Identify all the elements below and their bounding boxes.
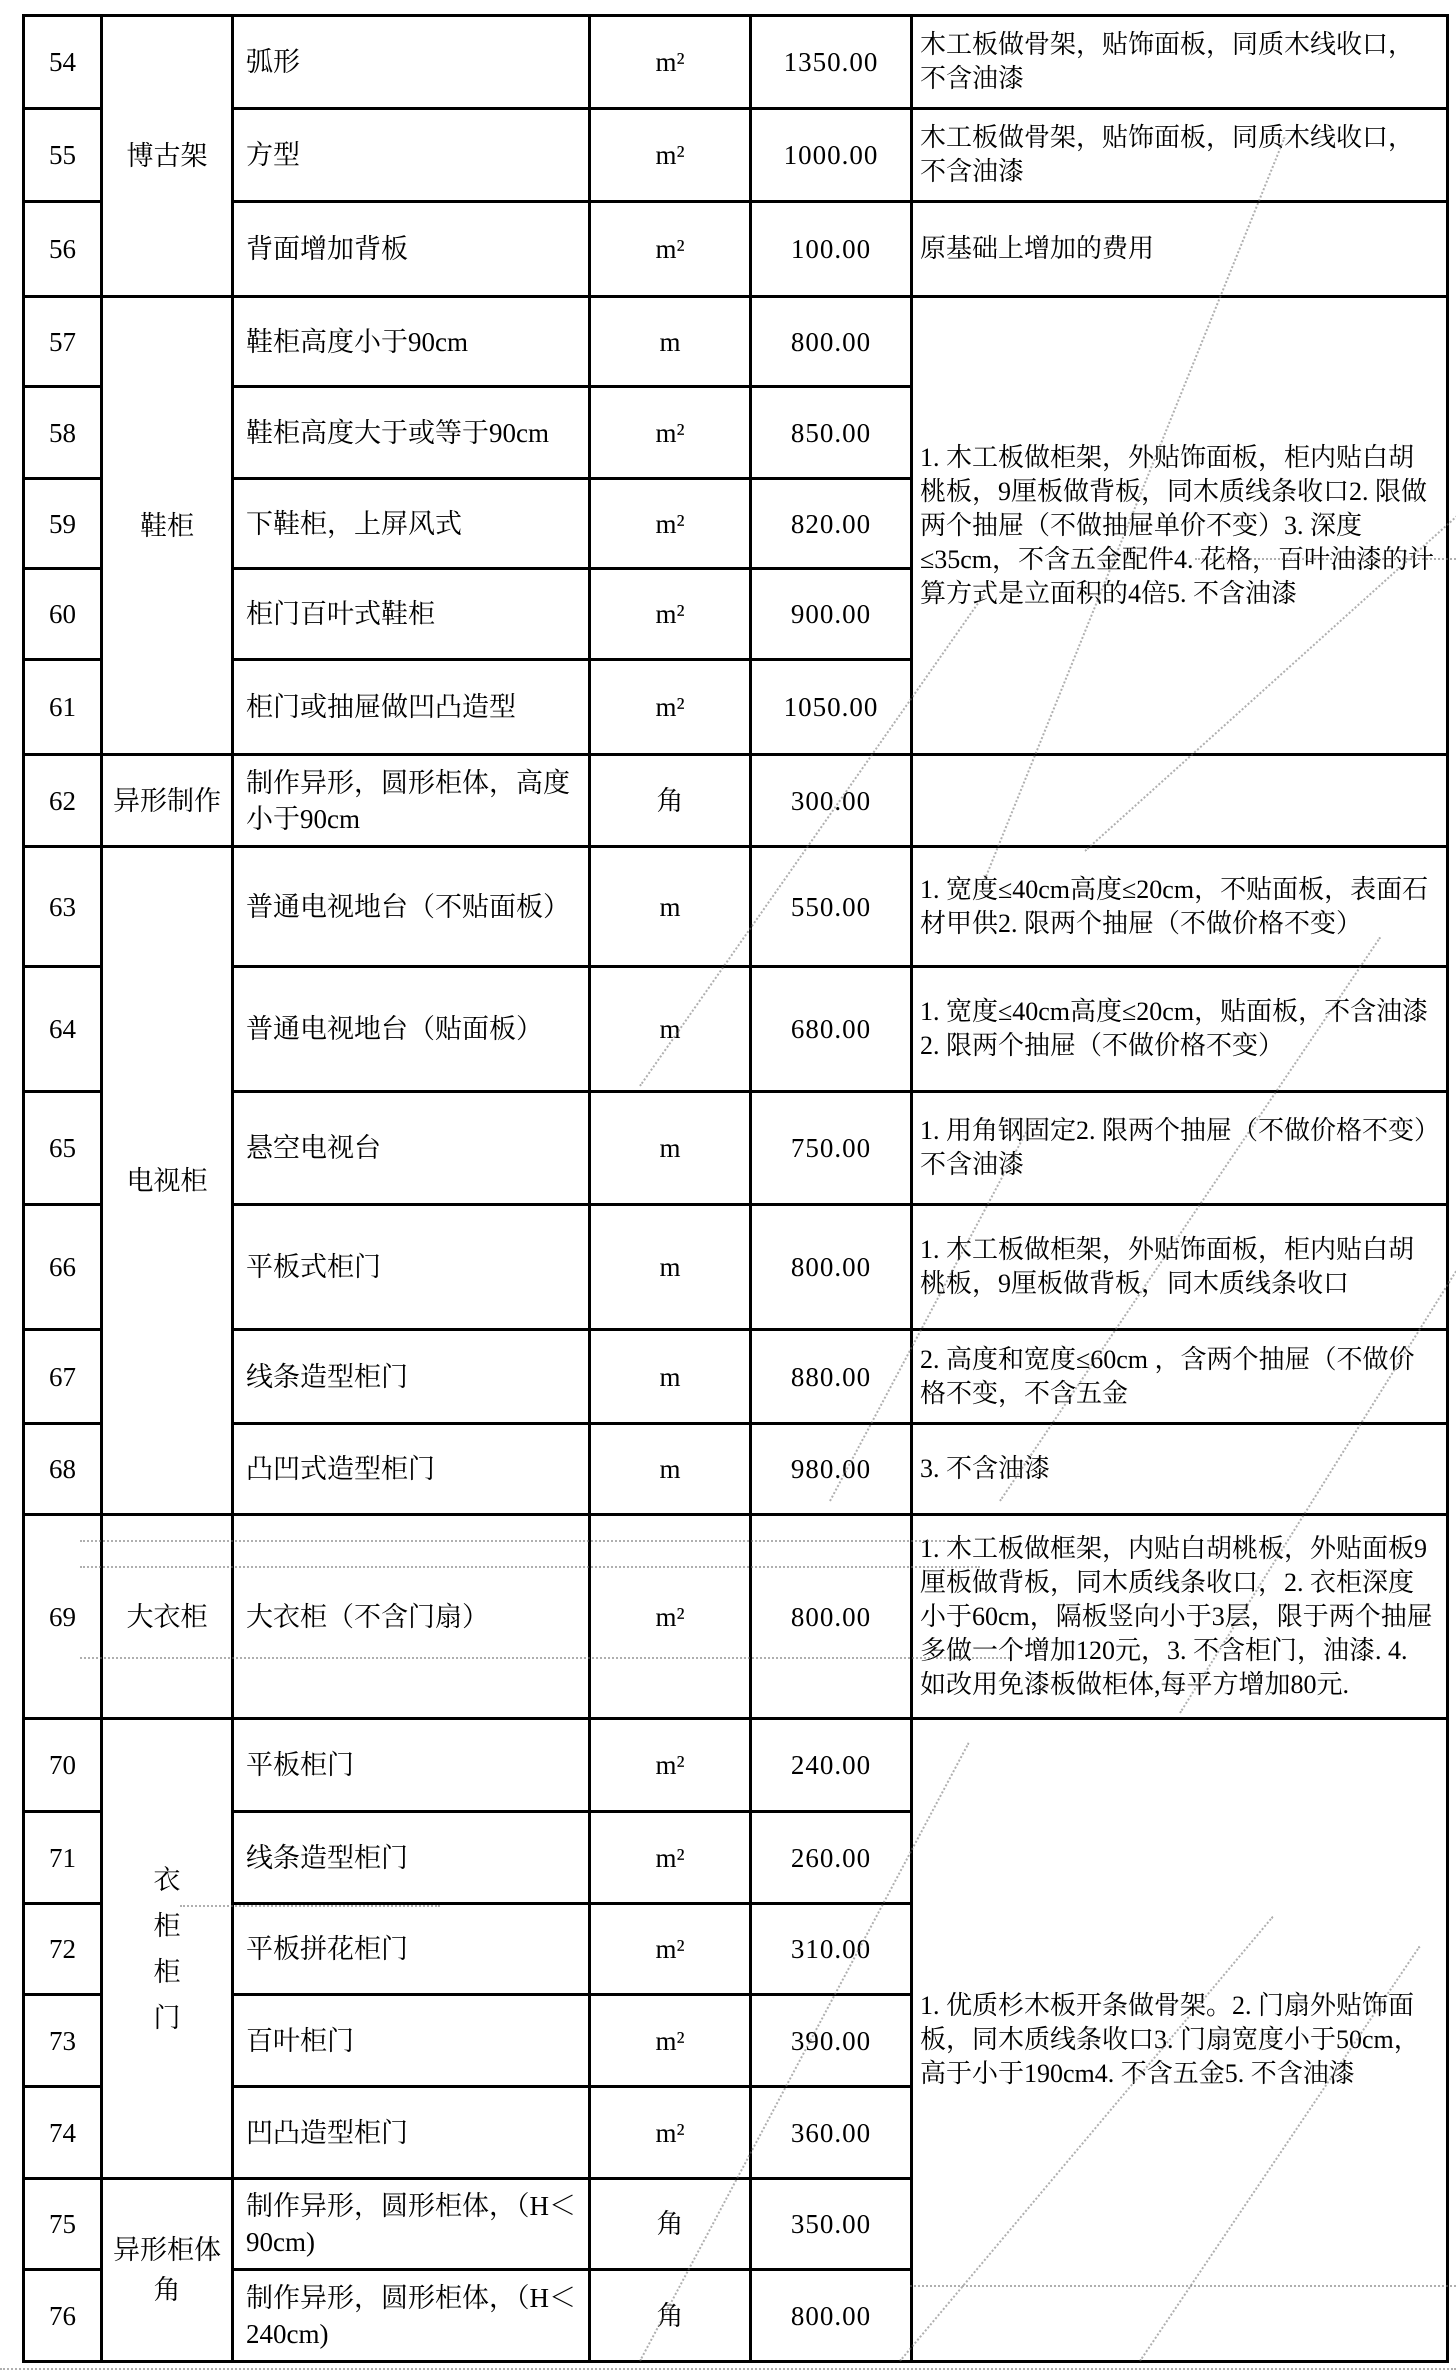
row-number-cell: 74	[24, 2087, 102, 2179]
category-cell: 大衣柜	[102, 1515, 233, 1719]
row-number-cell: 62	[24, 755, 102, 847]
unit-cell: m²	[590, 1515, 751, 1719]
table-row	[24, 1424, 1448, 1515]
row-number-cell: 66	[24, 1205, 102, 1330]
note-cell: 木工板做骨架，贴饰面板，同质木线收口，不含油漆	[912, 16, 1448, 109]
item-cell: 百叶柜门	[233, 1995, 590, 2087]
note-cell	[912, 755, 1448, 847]
price-cell: 310.00	[751, 1904, 912, 1995]
row-number-cell: 57	[24, 297, 102, 387]
row-number-cell: 54	[24, 16, 102, 109]
item-cell: 平板拼花柜门	[233, 1904, 590, 1995]
unit-cell: m	[590, 1424, 751, 1515]
table-row	[24, 847, 1448, 967]
unit-cell: m	[590, 1330, 751, 1424]
unit-cell: m²	[590, 1719, 751, 1812]
item-cell: 背面增加背板	[233, 202, 590, 297]
table-row	[24, 967, 1448, 1092]
item-cell: 平板式柜门	[233, 1205, 590, 1330]
price-cell: 1000.00	[751, 109, 912, 202]
unit-cell: m²	[590, 109, 751, 202]
note-cell: 3. 不含油漆	[912, 1424, 1448, 1515]
row-number-cell: 58	[24, 387, 102, 479]
item-cell: 大衣柜（不含门扇）	[233, 1515, 590, 1719]
category-cell: 异形制作	[102, 755, 233, 847]
price-cell: 800.00	[751, 297, 912, 387]
row-number-cell: 56	[24, 202, 102, 297]
row-number-cell: 64	[24, 967, 102, 1092]
unit-cell: m²	[590, 479, 751, 569]
item-cell: 鞋柜高度大于或等于90cm	[233, 387, 590, 479]
note-cell: 1. 木工板做框架，内贴白胡桃板，外贴面板9厘板做背板，同木质线条收口，2. 衣柜深度小于60cm，隔板竖向小于3层，限于两个抽屉多做一个增加120元，3. 不含柜门，油漆. 4. 如改用免漆板做柜体,每平方增加80元.	[912, 1515, 1448, 1719]
price-cell: 800.00	[751, 2270, 912, 2362]
item-cell: 凸凹式造型柜门	[233, 1424, 590, 1515]
unit-cell: m²	[590, 202, 751, 297]
unit-cell: m	[590, 1092, 751, 1205]
note-cell: 1. 木工板做柜架，外贴饰面板，柜内贴白胡桃板，9厘板做背板，同木质线条收口	[912, 1205, 1448, 1330]
item-cell: 制作异形，圆形柜体，（H＜240cm)	[233, 2270, 590, 2362]
row-number-cell: 75	[24, 2179, 102, 2270]
price-cell: 300.00	[751, 755, 912, 847]
unit-cell: m²	[590, 660, 751, 755]
item-cell: 线条造型柜门	[233, 1812, 590, 1904]
price-cell: 800.00	[751, 1515, 912, 1719]
item-cell: 普通电视地台（贴面板）	[233, 967, 590, 1092]
note-cell: 1. 宽度≤40cm高度≤20cm，贴面板，不含油漆2. 限两个抽屉（不做价格不变）	[912, 967, 1448, 1092]
row-number-cell: 70	[24, 1719, 102, 1812]
row-number-cell: 59	[24, 479, 102, 569]
category-cell: 异形柜体角	[102, 2179, 233, 2362]
price-cell: 100.00	[751, 202, 912, 297]
row-number-cell: 72	[24, 1904, 102, 1995]
item-cell: 普通电视地台（不贴面板）	[233, 847, 590, 967]
item-cell: 鞋柜高度小于90cm	[233, 297, 590, 387]
unit-cell: m²	[590, 16, 751, 109]
note-cell: 1. 优质杉木板开条做骨架。2. 门扇外贴饰面板，同木质线条收口3. 门扇宽度小于50cm，高于小于190cm4. 不含五金5. 不含油漆	[912, 1719, 1448, 2362]
item-cell: 线条造型柜门	[233, 1330, 590, 1424]
price-cell: 550.00	[751, 847, 912, 967]
row-number-cell: 73	[24, 1995, 102, 2087]
price-cell: 240.00	[751, 1719, 912, 1812]
category-cell: 鞋柜	[102, 297, 233, 755]
item-cell: 平板柜门	[233, 1719, 590, 1812]
row-number-cell: 68	[24, 1424, 102, 1515]
price-cell: 350.00	[751, 2179, 912, 2270]
row-number-cell: 60	[24, 569, 102, 660]
price-cell: 390.00	[751, 1995, 912, 2087]
row-number-cell: 67	[24, 1330, 102, 1424]
table-row	[24, 755, 1448, 847]
unit-cell: m²	[590, 1904, 751, 1995]
row-number-cell: 65	[24, 1092, 102, 1205]
note-cell: 木工板做骨架，贴饰面板，同质木线收口，不含油漆	[912, 109, 1448, 202]
price-cell: 1350.00	[751, 16, 912, 109]
unit-cell: 角	[590, 755, 751, 847]
price-cell: 900.00	[751, 569, 912, 660]
price-cell: 680.00	[751, 967, 912, 1092]
note-cell: 1. 宽度≤40cm高度≤20cm，不贴面板，表面石材甲供2. 限两个抽屉（不做价格不变）	[912, 847, 1448, 967]
unit-cell: m²	[590, 2087, 751, 2179]
note-cell: 2. 高度和宽度≤60cm ，含两个抽屉（不做价格不变，不含五金	[912, 1330, 1448, 1424]
table-row	[24, 1515, 1448, 1719]
table-row	[24, 1719, 1448, 1812]
table-row	[24, 1205, 1448, 1330]
row-number-cell: 61	[24, 660, 102, 755]
price-cell: 880.00	[751, 1330, 912, 1424]
table-row	[24, 1330, 1448, 1424]
unit-cell: m²	[590, 1812, 751, 1904]
item-cell: 方型	[233, 109, 590, 202]
unit-cell: m²	[590, 1995, 751, 2087]
item-cell: 柜门百叶式鞋柜	[233, 569, 590, 660]
item-cell: 凹凸造型柜门	[233, 2087, 590, 2179]
table-row	[24, 16, 1448, 109]
unit-cell: 角	[590, 2270, 751, 2362]
unit-cell: m	[590, 847, 751, 967]
table-row	[24, 109, 1448, 202]
item-cell: 下鞋柜，上屏风式	[233, 479, 590, 569]
unit-cell: m	[590, 297, 751, 387]
price-cell: 800.00	[751, 1205, 912, 1330]
row-number-cell: 76	[24, 2270, 102, 2362]
item-cell: 悬空电视台	[233, 1092, 590, 1205]
price-cell: 1050.00	[751, 660, 912, 755]
item-cell: 制作异形，圆形柜体，（H＜90cm)	[233, 2179, 590, 2270]
table-row	[24, 202, 1448, 297]
table-row	[24, 297, 1448, 387]
row-number-cell: 71	[24, 1812, 102, 1904]
row-number-cell: 63	[24, 847, 102, 967]
unit-cell: 角	[590, 2179, 751, 2270]
item-cell: 柜门或抽屉做凹凸造型	[233, 660, 590, 755]
note-cell: 1. 木工板做柜架，外贴饰面板，柜内贴白胡桃板，9厘板做背板，同木质线条收口2. 限做两个抽屉（不做抽屉单价不变）3. 深度≤35cm，不含五金配件4. 花格，百叶油漆的计算方式是立面积的4倍5. 不含油漆	[912, 297, 1448, 755]
category-cell: 衣柜柜门	[102, 1719, 233, 2179]
price-cell: 750.00	[751, 1092, 912, 1205]
note-cell: 1. 用角钢固定2. 限两个抽屉（不做价格不变）不含油漆	[912, 1092, 1448, 1205]
unit-cell: m	[590, 1205, 751, 1330]
item-cell: 制作异形，圆形柜体，高度小于90cm	[233, 755, 590, 847]
scan-artifact-line	[0, 2368, 1456, 2370]
unit-cell: m²	[590, 387, 751, 479]
category-cell: 博古架	[102, 16, 233, 297]
row-number-cell: 69	[24, 1515, 102, 1719]
price-cell: 260.00	[751, 1812, 912, 1904]
unit-cell: m²	[590, 569, 751, 660]
unit-cell: m	[590, 967, 751, 1092]
price-cell: 850.00	[751, 387, 912, 479]
note-cell: 原基础上增加的费用	[912, 202, 1448, 297]
price-cell: 360.00	[751, 2087, 912, 2179]
price-cell: 980.00	[751, 1424, 912, 1515]
row-number-cell: 55	[24, 109, 102, 202]
category-cell: 电视柜	[102, 847, 233, 1515]
price-cell: 820.00	[751, 479, 912, 569]
table-row	[24, 1092, 1448, 1205]
item-cell: 弧形	[233, 16, 590, 109]
woodwork-price-table	[22, 14, 1449, 2363]
